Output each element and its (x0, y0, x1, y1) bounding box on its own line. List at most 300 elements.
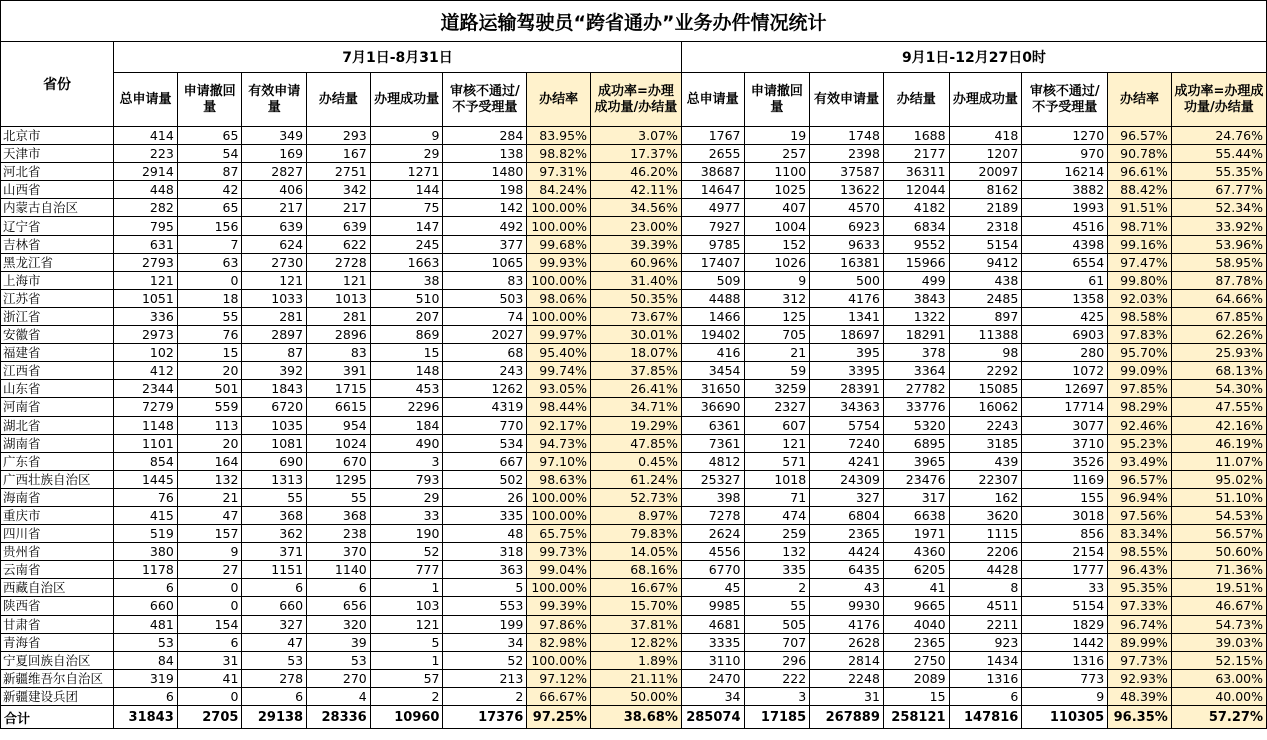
table-cell: 335 (443, 506, 527, 524)
table-cell: 6 (177, 633, 242, 651)
province-name: 广西壮族自治区 (1, 470, 114, 488)
table-cell: 47.55% (1171, 398, 1266, 416)
table-cell: 156 (177, 217, 242, 235)
table-cell: 12697 (1022, 380, 1108, 398)
table-cell: 15 (370, 344, 443, 362)
table-cell: 4511 (949, 597, 1022, 615)
table-row (1, 506, 1267, 524)
table-cell: 3 (370, 452, 443, 470)
table-cell: 1013 (307, 289, 371, 307)
province-name: 内蒙古自治区 (1, 199, 114, 217)
table-cell: 1316 (1022, 651, 1108, 669)
table-cell: 3364 (883, 362, 949, 380)
table-cell: 47 (177, 506, 242, 524)
table-cell: 492 (443, 217, 527, 235)
province-name: 甘肃省 (1, 615, 114, 633)
table-cell: 6720 (242, 398, 307, 416)
table-cell: 132 (177, 470, 242, 488)
table-cell: 4360 (883, 543, 949, 561)
table-cell: 29138 (242, 706, 307, 729)
table-cell: 98.82% (527, 145, 591, 163)
table-cell: 7927 (681, 217, 744, 235)
province-name: 云南省 (1, 561, 114, 579)
table-cell: 121 (242, 271, 307, 289)
table-cell: 71 (744, 488, 810, 506)
table-cell: 2897 (242, 326, 307, 344)
table-cell: 55 (744, 597, 810, 615)
table-cell: 99.39% (527, 597, 591, 615)
table-cell: 5 (370, 633, 443, 651)
province-name: 海南省 (1, 488, 114, 506)
table-cell: 6361 (681, 416, 744, 434)
table-cell: 418 (949, 127, 1022, 145)
table-cell: 4488 (681, 289, 744, 307)
table-cell: 9 (177, 543, 242, 561)
table-cell: 1 (370, 579, 443, 597)
table-cell: 16062 (949, 398, 1022, 416)
table-cell: 4176 (810, 615, 884, 633)
table-cell: 68.16% (590, 561, 681, 579)
province-name: 福建省 (1, 344, 114, 362)
table-cell: 148 (370, 362, 443, 380)
table-cell: 24309 (810, 470, 884, 488)
table-cell: 100.00% (527, 506, 591, 524)
table-cell: 3620 (949, 506, 1022, 524)
table-cell: 0 (177, 579, 242, 597)
table-cell: 36311 (883, 163, 949, 181)
table-cell: 690 (242, 452, 307, 470)
table-cell: 17714 (1022, 398, 1108, 416)
table-cell: 19.51% (1171, 579, 1266, 597)
table-cell: 510 (370, 289, 443, 307)
table-cell: 439 (949, 452, 1022, 470)
table-cell: 55.35% (1171, 163, 1266, 181)
table-cell: 68.13% (1171, 362, 1266, 380)
table-cell: 412 (114, 362, 178, 380)
table-cell: 0 (177, 271, 242, 289)
table-cell: 94.73% (527, 434, 591, 452)
table-cell: 954 (307, 416, 371, 434)
province-name: 新疆建设兵团 (1, 687, 114, 705)
table-cell: 20 (177, 362, 242, 380)
table-cell: 777 (370, 561, 443, 579)
table-cell: 31843 (114, 706, 178, 729)
table-cell: 16381 (810, 253, 884, 271)
table-cell: 51.10% (1171, 488, 1266, 506)
page-title: 道路运输驾驶员“跨省通办”业务办件情况统计 (1, 1, 1267, 42)
table-cell: 4424 (810, 543, 884, 561)
province-name: 河南省 (1, 398, 114, 416)
table-row (1, 362, 1267, 380)
table-cell: 1322 (883, 307, 949, 325)
table-cell: 4176 (810, 289, 884, 307)
table-cell: 52.15% (1171, 651, 1266, 669)
table-cell: 169 (242, 145, 307, 163)
table-cell: 2027 (443, 326, 527, 344)
table-cell: 59 (744, 362, 810, 380)
table-cell: 3.07% (590, 127, 681, 145)
table-cell: 155 (1022, 488, 1108, 506)
table-cell: 33.92% (1171, 217, 1266, 235)
table-cell: 9665 (883, 597, 949, 615)
table-cell: 147 (370, 217, 443, 235)
table-cell: 327 (242, 615, 307, 633)
table-cell: 505 (744, 615, 810, 633)
table-cell: 17.37% (590, 145, 681, 163)
table-cell: 1018 (744, 470, 810, 488)
table-cell: 481 (114, 615, 178, 633)
table-cell: 2154 (1022, 543, 1108, 561)
table-cell: 2705 (177, 706, 242, 729)
table-cell: 50.60% (1171, 543, 1266, 561)
table-cell: 19 (744, 127, 810, 145)
table-cell: 293 (307, 127, 371, 145)
table-cell: 3335 (681, 633, 744, 651)
table-cell: 571 (744, 452, 810, 470)
table-cell: 3710 (1022, 434, 1108, 452)
table-cell: 509 (681, 271, 744, 289)
table-cell: 425 (1022, 307, 1108, 325)
table-cell: 53 (307, 651, 371, 669)
table-cell: 622 (307, 235, 371, 253)
table-cell: 99.04% (527, 561, 591, 579)
table-cell: 17185 (744, 706, 810, 729)
table-cell: 41 (177, 669, 242, 687)
total-label: 合计 (1, 706, 114, 729)
table-row (1, 217, 1267, 235)
table-cell: 281 (307, 307, 371, 325)
table-cell: 39 (307, 633, 371, 651)
table-cell: 1688 (883, 127, 949, 145)
table-cell: 1207 (949, 145, 1022, 163)
table-cell: 162 (949, 488, 1022, 506)
table-cell: 368 (307, 506, 371, 524)
table-cell: 96.35% (1108, 706, 1172, 729)
table-cell: 4 (307, 687, 371, 705)
table-cell: 1271 (370, 163, 443, 181)
table-cell: 15085 (949, 380, 1022, 398)
table-cell: 660 (114, 597, 178, 615)
table-cell: 7361 (681, 434, 744, 452)
table-cell: 793 (370, 470, 443, 488)
table-cell: 3526 (1022, 452, 1108, 470)
table-cell: 164 (177, 452, 242, 470)
table-row (1, 525, 1267, 543)
table-cell: 20097 (949, 163, 1022, 181)
table-cell: 8162 (949, 181, 1022, 199)
province-name: 湖南省 (1, 434, 114, 452)
table-cell: 152 (744, 235, 810, 253)
province-name: 宁夏回族自治区 (1, 651, 114, 669)
table-cell: 2189 (949, 199, 1022, 217)
table-cell: 624 (242, 235, 307, 253)
table-cell: 707 (744, 633, 810, 651)
table-cell: 138 (443, 145, 527, 163)
table-cell: 6554 (1022, 253, 1108, 271)
table-cell: 46.19% (1171, 434, 1266, 452)
table-cell: 1140 (307, 561, 371, 579)
table-cell: 95.23% (1108, 434, 1172, 452)
table-cell: 144 (370, 181, 443, 199)
table-cell: 38687 (681, 163, 744, 181)
table-cell: 31.40% (590, 271, 681, 289)
table-cell: 223 (114, 145, 178, 163)
table-cell: 54.73% (1171, 615, 1266, 633)
column-header: 办理成功量 (949, 73, 1022, 127)
table-cell: 1148 (114, 416, 178, 434)
table-cell: 3395 (810, 362, 884, 380)
table-cell: 2177 (883, 145, 949, 163)
province-name: 辽宁省 (1, 217, 114, 235)
table-cell: 100.00% (527, 199, 591, 217)
table-cell: 1169 (1022, 470, 1108, 488)
table-cell: 65.75% (527, 525, 591, 543)
table-cell: 6 (242, 579, 307, 597)
column-header: 审核不通过/不予受理量 (443, 73, 527, 127)
table-cell: 6804 (810, 506, 884, 524)
table-cell: 60.96% (590, 253, 681, 271)
table-cell: 92.93% (1108, 669, 1172, 687)
table-cell: 15966 (883, 253, 949, 271)
table-cell: 91.51% (1108, 199, 1172, 217)
province-name: 重庆市 (1, 506, 114, 524)
table-cell: 1480 (443, 163, 527, 181)
table-cell: 52 (370, 543, 443, 561)
province-name: 广东省 (1, 452, 114, 470)
table-cell: 349 (242, 127, 307, 145)
table-cell: 970 (1022, 145, 1108, 163)
table-cell: 705 (744, 326, 810, 344)
table-cell: 217 (242, 199, 307, 217)
table-cell: 92.17% (527, 416, 591, 434)
column-header: 成功率=办理成功量/办结量 (590, 73, 681, 127)
table-cell: 47.85% (590, 434, 681, 452)
table-cell: 2793 (114, 253, 178, 271)
table-cell: 257 (744, 145, 810, 163)
table-cell: 1971 (883, 525, 949, 543)
table-cell: 10960 (370, 706, 443, 729)
table-cell: 15.70% (590, 597, 681, 615)
table-cell: 62.26% (1171, 326, 1266, 344)
table-cell: 154 (177, 615, 242, 633)
table-cell: 142 (443, 199, 527, 217)
table-cell: 6923 (810, 217, 884, 235)
table-cell: 98.06% (527, 289, 591, 307)
table-cell: 9930 (810, 597, 884, 615)
table-cell: 1262 (443, 380, 527, 398)
table-cell: 95.35% (1108, 579, 1172, 597)
table-row (1, 651, 1267, 669)
table-cell: 5154 (1022, 597, 1108, 615)
table-cell: 93.05% (527, 380, 591, 398)
table-row (1, 398, 1267, 416)
table-cell: 132 (744, 543, 810, 561)
table-cell: 2728 (307, 253, 371, 271)
province-name: 新疆维吾尔自治区 (1, 669, 114, 687)
table-cell: 2628 (810, 633, 884, 651)
table-cell: 639 (307, 217, 371, 235)
table-cell: 392 (242, 362, 307, 380)
total-row (1, 706, 1267, 729)
table-cell: 97.56% (1108, 506, 1172, 524)
table-cell: 37.81% (590, 615, 681, 633)
table-cell: 6 (114, 687, 178, 705)
column-header: 办结率 (527, 73, 591, 127)
table-cell: 96.61% (1108, 163, 1172, 181)
table-cell: 2211 (949, 615, 1022, 633)
table-cell: 4241 (810, 452, 884, 470)
table-cell: 1434 (949, 651, 1022, 669)
table-cell: 98.44% (527, 398, 591, 416)
table-cell: 4516 (1022, 217, 1108, 235)
province-name: 黑龙江省 (1, 253, 114, 271)
table-cell: 368 (242, 506, 307, 524)
table-cell: 1100 (744, 163, 810, 181)
table-row (1, 289, 1267, 307)
table-cell: 37.85% (590, 362, 681, 380)
table-cell: 19402 (681, 326, 744, 344)
table-cell: 2248 (810, 669, 884, 687)
table-cell: 8 (949, 579, 1022, 597)
table-cell: 559 (177, 398, 242, 416)
province-name: 山西省 (1, 181, 114, 199)
table-cell: 362 (242, 525, 307, 543)
period2-header: 9月1日-12月27日0时 (681, 42, 1266, 73)
table-cell: 453 (370, 380, 443, 398)
table-cell: 398 (681, 488, 744, 506)
table-cell: 83.34% (1108, 525, 1172, 543)
table-cell: 1316 (949, 669, 1022, 687)
table-cell: 53.96% (1171, 235, 1266, 253)
table-cell: 100.00% (527, 271, 591, 289)
table-cell: 100.00% (527, 651, 591, 669)
table-cell: 17407 (681, 253, 744, 271)
province-name: 北京市 (1, 127, 114, 145)
table-cell: 96.57% (1108, 470, 1172, 488)
table-cell: 406 (242, 181, 307, 199)
table-cell: 18.07% (590, 344, 681, 362)
table-cell: 95.70% (1108, 344, 1172, 362)
table-cell: 0.45% (590, 452, 681, 470)
table-cell: 296 (744, 651, 810, 669)
table-cell: 99.97% (527, 326, 591, 344)
table-cell: 95.02% (1171, 470, 1266, 488)
table-cell: 6770 (681, 561, 744, 579)
table-cell: 64.66% (1171, 289, 1266, 307)
table-cell: 2973 (114, 326, 178, 344)
table-cell: 207 (370, 307, 443, 325)
table-cell: 47 (242, 633, 307, 651)
table-cell: 245 (370, 235, 443, 253)
table-cell: 16214 (1022, 163, 1108, 181)
table-cell: 2243 (949, 416, 1022, 434)
table-cell: 11.07% (1171, 452, 1266, 470)
table-cell: 407 (744, 199, 810, 217)
province-name: 上海市 (1, 271, 114, 289)
table-cell: 29 (370, 145, 443, 163)
table-cell: 499 (883, 271, 949, 289)
table-cell: 2327 (744, 398, 810, 416)
table-cell: 98.58% (1108, 307, 1172, 325)
table-cell: 23476 (883, 470, 949, 488)
table-cell: 7240 (810, 434, 884, 452)
table-cell: 11388 (949, 326, 1022, 344)
table-cell: 222 (744, 669, 810, 687)
table-cell: 87.78% (1171, 271, 1266, 289)
table-cell: 1004 (744, 217, 810, 235)
table-cell: 74 (443, 307, 527, 325)
table-cell: 42 (177, 181, 242, 199)
table-cell: 3843 (883, 289, 949, 307)
province-name: 陕西省 (1, 597, 114, 615)
table-cell: 16.67% (590, 579, 681, 597)
table-cell: 92.46% (1108, 416, 1172, 434)
table-cell: 1993 (1022, 199, 1108, 217)
table-cell: 95.40% (527, 344, 591, 362)
table-cell: 284 (443, 127, 527, 145)
table-cell: 6 (307, 579, 371, 597)
table-cell: 31650 (681, 380, 744, 398)
table-cell: 97.25% (527, 706, 591, 729)
table-cell: 98 (949, 344, 1022, 362)
table-row (1, 416, 1267, 434)
table-cell: 1 (370, 651, 443, 669)
table-cell: 1715 (307, 380, 371, 398)
column-header: 办结量 (883, 73, 949, 127)
table-cell: 6834 (883, 217, 949, 235)
table-cell: 312 (744, 289, 810, 307)
period1-header: 7月1日-8月31日 (114, 42, 682, 73)
table-cell: 2 (370, 687, 443, 705)
table-row (1, 470, 1267, 488)
table-row (1, 235, 1267, 253)
table-cell: 6 (114, 579, 178, 597)
table-cell: 667 (443, 452, 527, 470)
table-cell: 63 (177, 253, 242, 271)
table-cell: 33 (1022, 579, 1108, 597)
table-cell: 23.00% (590, 217, 681, 235)
table-cell: 99.68% (527, 235, 591, 253)
table-cell: 519 (114, 525, 178, 543)
table-cell: 54.30% (1171, 380, 1266, 398)
table-cell: 30.01% (590, 326, 681, 344)
table-cell: 6 (242, 687, 307, 705)
table-cell: 83.95% (527, 127, 591, 145)
table-cell: 2206 (949, 543, 1022, 561)
table-cell: 121 (744, 434, 810, 452)
table-cell: 1151 (242, 561, 307, 579)
table-cell: 46.67% (1171, 597, 1266, 615)
table-cell: 37587 (810, 163, 884, 181)
table-cell: 1663 (370, 253, 443, 271)
column-headers (1, 73, 1267, 127)
table-cell: 38 (370, 271, 443, 289)
table-cell: 795 (114, 217, 178, 235)
table-cell: 92.03% (1108, 289, 1172, 307)
province-name: 吉林省 (1, 235, 114, 253)
table-cell: 75 (370, 199, 443, 217)
table-cell: 99.16% (1108, 235, 1172, 253)
table-cell: 660 (242, 597, 307, 615)
table-cell: 6 (949, 687, 1022, 705)
table-cell: 2914 (114, 163, 178, 181)
table-cell: 534 (443, 434, 527, 452)
table-cell: 7278 (681, 506, 744, 524)
table-cell: 8.97% (590, 506, 681, 524)
table-cell: 15 (883, 687, 949, 705)
table-cell: 54 (177, 145, 242, 163)
table-cell: 2 (744, 579, 810, 597)
